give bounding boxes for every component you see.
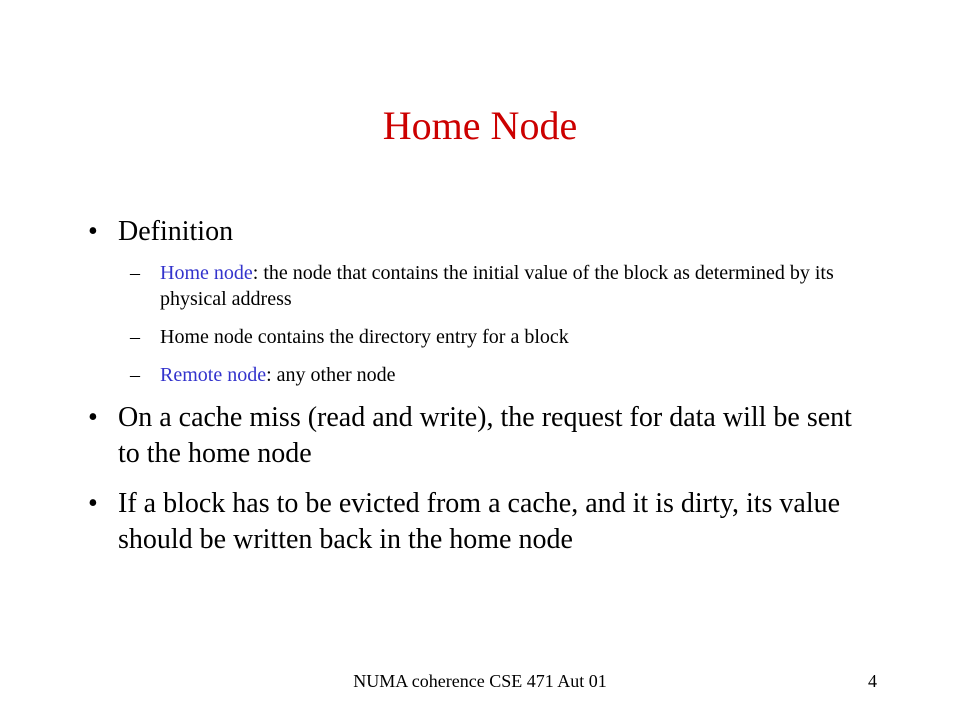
term-remote-node: Remote node (160, 364, 267, 386)
bullet-text: On a cache miss (read and write), the request for data will be sent to the home node (118, 402, 852, 469)
subitem-home-node (88, 260, 878, 312)
slide-footer: NUMA coherence CSE 471 Aut 01 (353, 671, 607, 691)
dash-icon: – (130, 364, 140, 386)
term-home-node: Home node (160, 262, 253, 284)
subitem-directory-entry (88, 324, 878, 350)
subitem-text: Home node contains the directory entry for a block (160, 326, 569, 348)
subitem-remote-node (88, 362, 878, 388)
bullet-cache-miss (88, 400, 878, 472)
slide-title: Home Node (382, 103, 578, 148)
subitem-text: : any other node (266, 364, 396, 386)
dash-icon: – (130, 262, 140, 284)
bullet-dot-icon: • (88, 488, 98, 519)
page-number: 4 (868, 671, 877, 691)
bullet-text: Definition (118, 216, 234, 247)
definition-sublist (88, 260, 878, 388)
bullet-dot-icon: • (88, 402, 98, 433)
bullet-text: If a block has to be evicted from a cache, and it is dirty, its value should be written back in the home node (118, 488, 841, 555)
bullet-dot-icon: • (88, 216, 98, 247)
bullet-eviction (88, 486, 878, 558)
dash-icon: – (130, 326, 140, 348)
subitem-text: : the node that contains the initial value of the block as determined by its physical address (160, 262, 834, 310)
bullet-definition (88, 214, 878, 250)
slide-content (88, 214, 878, 568)
